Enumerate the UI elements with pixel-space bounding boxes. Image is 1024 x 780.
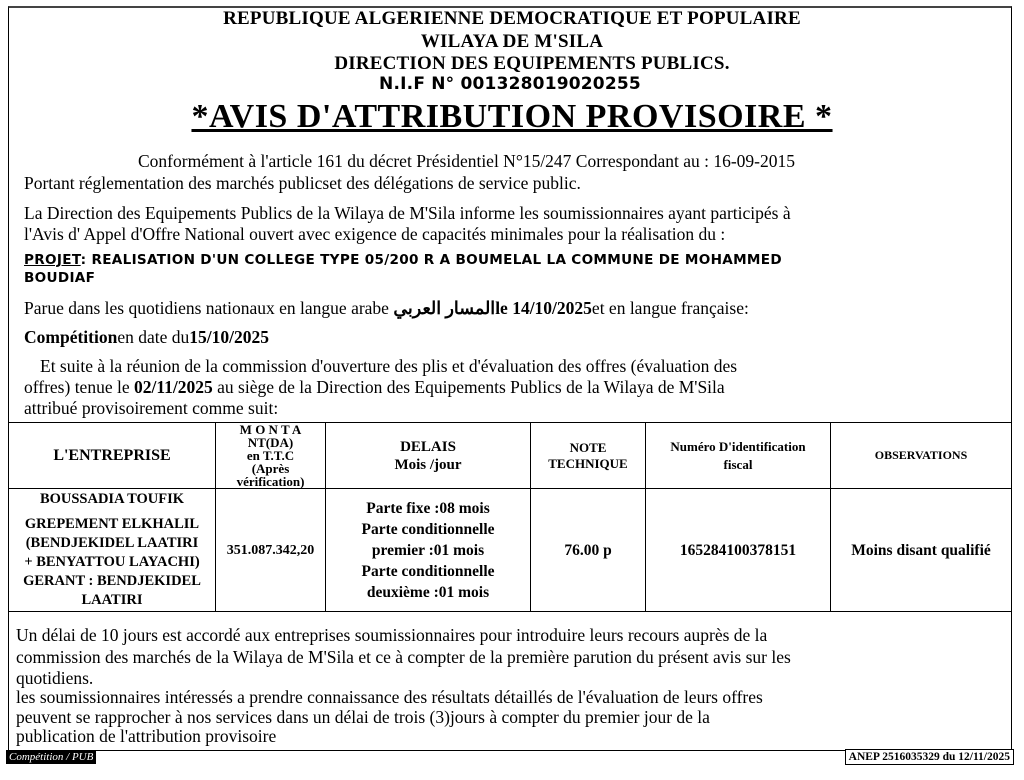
commission-line2: [24, 377, 725, 398]
competition-date: 15/10/2025: [189, 327, 269, 347]
header-entreprise: L'ENTREPRISE: [9, 423, 216, 489]
header-note: [531, 423, 646, 489]
header-nif-2: fiscal: [723, 456, 753, 472]
notice-title: *AVIS D'ATTRIBUTION PROVISOIRE *: [191, 98, 833, 135]
cell-nif: 165284100378151: [646, 489, 831, 612]
cell-note: 76.00 p: [531, 489, 646, 612]
header-delais-1: DELAIS: [400, 438, 456, 455]
publication-line: [24, 298, 749, 319]
competition-label: Compétition: [24, 327, 118, 347]
publication-text-end: et en langue française:: [591, 298, 749, 318]
competition-line: [24, 327, 269, 348]
results-line3: publication de l'attribution provisoire: [16, 726, 277, 746]
cell-entreprise: [9, 489, 216, 612]
project-title: : REALISATION D'UN COLLEGE TYPE 05/200 R A BOUMELAL LA COMMUNE DE MOHAMMED: [80, 252, 782, 268]
publication-date: le 14/10/2025: [495, 298, 592, 318]
delais-line: Parte conditionnelle: [361, 562, 495, 580]
recourse-line3: quotidiens.: [16, 668, 94, 688]
direction-info-line2: l'Avis d' Appel d'Offre National ouvert avec exigence de capacités minimales pour la réalisation du :: [24, 224, 726, 244]
table-row: [9, 489, 1012, 612]
competition-text: en date du: [117, 327, 190, 347]
cell-observations: Moins disant qualifié: [831, 489, 1012, 612]
delais-line: Parte conditionnelle: [361, 520, 495, 538]
header-wilaya: WILAYA DE M'SILA: [420, 31, 604, 52]
commission-line3: attribué provisoirement comme suit:: [24, 398, 279, 418]
header-nif-1: Numéro D'identification: [670, 438, 806, 454]
entreprise-line: (BENDJEKIDEL LAATIRI: [25, 535, 199, 551]
cell-montant: 351.087.342,20: [216, 489, 326, 612]
entreprise-line: GERANT : BENDJEKIDEL: [23, 573, 201, 589]
delais-line: deuxième :01 mois: [366, 583, 490, 601]
results-line2: peuvent se rapprocher à nos services dans un délai de trois (3)jours à compter du premier jour de la: [16, 707, 710, 727]
header-montant-4: (Après: [251, 461, 290, 476]
header-republique: REPUBLIQUE ALGERIENNE DEMOCRATIQUE ET POPULAIRE: [223, 8, 801, 29]
header-direction: DIRECTION DES EQUIPEMENTS PUBLICS.: [334, 53, 730, 74]
header-montant: [216, 423, 326, 489]
header-delais: [326, 423, 531, 489]
project-label: PROJET: [24, 252, 81, 268]
commission-text: offres) tenue le: [24, 377, 134, 397]
arabic-newspaper: المسار العربي: [393, 298, 496, 318]
direction-info-line1: La Direction des Equipements Publics de la Wilaya de M'Sila informe les soumissionnaires ayant participés à: [24, 203, 791, 223]
commission-date: 02/11/2025: [133, 377, 213, 397]
delais-line: Parte fixe :08 mois: [366, 499, 490, 517]
entreprise-line: BOUSSADIA TOUFIK: [39, 491, 185, 507]
cell-delais: [326, 489, 531, 612]
table-header-row: [9, 423, 1012, 489]
results-line1: les soumissionnaires intéressés a prendre connaissance des résultats détaillés de l'évaluation de leurs offres: [16, 687, 763, 707]
header-montant-2: NT(DA): [247, 435, 294, 450]
footer-category: Compétition / PUB: [6, 750, 96, 764]
header-note-1: NOTE: [569, 439, 607, 455]
commission-text-end: au siège de la Direction des Equipements Publics de la Wilaya de M'Sila: [212, 377, 725, 397]
entreprise-line: LAATIRI: [81, 592, 143, 608]
entreprise-line: GREPEMENT ELKHALIL: [24, 516, 200, 532]
header-montant-1: M O N T A: [239, 422, 302, 437]
header-observations: OBSERVATIONS: [831, 423, 1012, 489]
recourse-line1: Un délai de 10 jours est accordé aux entreprises soumissionnaires pour introduire leurs recours auprès de la: [16, 625, 768, 645]
header-nif: N.I.F N° 001328019020255: [379, 74, 641, 94]
header-delais-2: Mois /jour: [394, 456, 462, 473]
attribution-table: [8, 422, 1012, 612]
header-montant-3: en T.T.C: [246, 448, 295, 463]
entreprise-line: + BENYATTOU LAYACHI): [24, 554, 200, 570]
decree-reference: Conformément à l'article 161 du décret Présidentiel N°15/247 Correspondant au : 16-09-2015: [138, 151, 796, 171]
commission-line1: Et suite à la réunion de la commission d'ouverture des plis et d'évaluation des offres (évaluation des: [40, 356, 738, 376]
regulation-line: Portant réglementation des marchés publicset des délégations de service public.: [24, 173, 581, 193]
header-nif: [646, 423, 831, 489]
publication-text: Parue dans les quotidiens nationaux en langue arabe: [24, 298, 394, 318]
footer-anep-reference: ANEP 2516035329 du 12/11/2025: [845, 749, 1014, 765]
header-montant-5: vérification): [236, 474, 305, 489]
project-line2: BOUDIAF: [24, 270, 96, 286]
delais-line: premier :01 mois: [371, 541, 485, 559]
project-line1: [24, 252, 782, 268]
recourse-line2: commission des marchés de la Wilaya de M'Sila et ce à compter de la première parution du présent avis sur les: [16, 647, 791, 667]
header-note-2: TECHNIQUE: [548, 455, 628, 471]
